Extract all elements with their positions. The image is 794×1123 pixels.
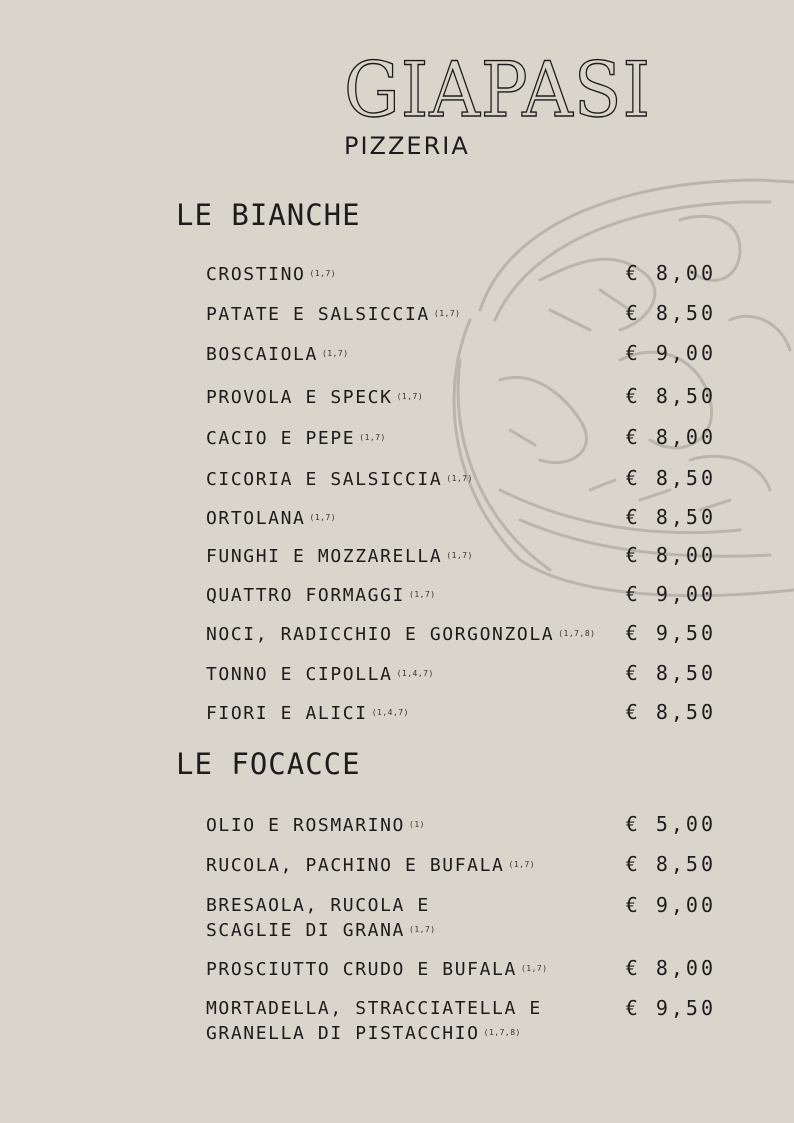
item-name	[206, 853, 616, 878]
allergen-codes: (1,7,8)	[558, 629, 596, 638]
item-name	[206, 894, 616, 943]
item-name-text: BOSCAIOLA	[206, 344, 318, 365]
item-price: € 8,50	[625, 700, 716, 724]
item-name	[206, 583, 616, 608]
item-name	[206, 544, 616, 569]
menu-item	[206, 544, 716, 569]
menu-item	[206, 997, 716, 1046]
item-name-text: SCAGLIE DI GRANA	[206, 920, 405, 941]
item-name-line	[206, 506, 616, 531]
item-name-text: MORTADELLA, STRACCIATELLA E	[206, 998, 542, 1019]
item-name	[206, 506, 616, 531]
allergen-codes: (1,4,7)	[396, 669, 434, 678]
item-price: € 9,00	[625, 893, 716, 917]
item-price: € 8,00	[625, 425, 716, 449]
allergen-codes: (1)	[409, 820, 425, 829]
brand-subtitle: PIZZERIA	[344, 132, 470, 160]
allergen-codes: (1,7)	[520, 964, 548, 973]
menu-item	[206, 622, 716, 647]
item-price: € 9,00	[625, 341, 716, 365]
allergen-codes: (1,7)	[409, 925, 436, 934]
item-name-text: CICORIA E SALSICCIA	[206, 469, 443, 490]
item-name-text: FUNGHI E MOZZARELLA	[206, 546, 443, 567]
item-name-line	[206, 342, 616, 367]
item-name-text: PROSCIUTTO CRUDO E BUFALA	[206, 959, 517, 980]
item-price: € 8,50	[625, 466, 716, 490]
item-name-text: FIORI E ALICI	[206, 703, 368, 724]
item-name-line	[206, 426, 616, 451]
item-name	[206, 342, 616, 367]
menu-item	[206, 262, 716, 287]
item-name-line	[206, 918, 616, 943]
menu-item	[206, 467, 716, 492]
menu-item	[206, 813, 716, 838]
allergen-codes: (1,7)	[309, 513, 337, 522]
menu-item	[206, 302, 716, 327]
item-name	[206, 385, 616, 410]
item-name	[206, 813, 616, 838]
allergen-codes: (1,7)	[359, 433, 386, 442]
allergen-codes: (1,7,8)	[483, 1028, 521, 1037]
item-name	[206, 467, 616, 492]
item-name-text: PROVOLA E SPECK	[206, 387, 393, 408]
item-name-text: PATATE E SALSICCIA	[206, 304, 430, 325]
menu-item	[206, 385, 716, 410]
item-name-line	[206, 813, 616, 838]
item-name	[206, 997, 616, 1046]
item-name-line	[206, 997, 616, 1021]
menu-item	[206, 701, 716, 726]
allergen-codes: (1,7)	[446, 474, 473, 483]
allergen-codes: (1,7)	[321, 349, 349, 358]
item-price: € 9,50	[625, 621, 716, 645]
item-price: € 8,50	[625, 661, 716, 685]
item-name	[206, 262, 616, 287]
item-name-line	[206, 853, 616, 878]
brand-name: GIAPASI	[344, 45, 652, 134]
brand	[344, 45, 678, 160]
item-name-text: CACIO E PEPE	[206, 428, 356, 449]
item-name-line	[206, 701, 616, 726]
allergen-codes: (1,7)	[433, 309, 461, 318]
item-name	[206, 302, 616, 327]
item-name-text: TONNO E CIPOLLA	[206, 664, 393, 685]
item-name	[206, 662, 616, 687]
item-name	[206, 426, 616, 451]
allergen-codes: (1,7)	[446, 551, 473, 560]
item-name-text: RUCOLA, PACHINO E BUFALA	[206, 855, 505, 876]
item-name-text: OLIO E ROSMARINO	[206, 815, 405, 836]
item-name-text: BRESAOLA, RUCOLA E	[206, 895, 430, 916]
allergen-codes: (1,4,7)	[371, 708, 409, 717]
item-name-text: CROSTINO	[206, 264, 306, 285]
item-name-line	[206, 1021, 616, 1046]
item-price: € 8,50	[625, 852, 716, 876]
item-price: € 8,00	[625, 261, 716, 285]
item-price: € 8,50	[625, 301, 716, 325]
item-name-text: QUATTRO FORMAGGI	[206, 585, 405, 606]
menu-item	[206, 342, 716, 367]
item-name-text: NOCI, RADICCHIO E GORGONZOLA	[206, 624, 555, 645]
section-title: LE BIANCHE	[176, 198, 361, 232]
item-name-line	[206, 583, 616, 608]
item-name-text: ORTOLANA	[206, 508, 306, 529]
item-name	[206, 957, 616, 982]
pizza-illustration	[440, 160, 794, 600]
menu-item	[206, 583, 716, 608]
item-name-text: GRANELLA DI PISTACCHIO	[206, 1023, 480, 1044]
item-price: € 8,50	[625, 384, 716, 408]
item-price: € 8,00	[625, 543, 716, 567]
item-name-line	[206, 544, 616, 569]
item-price: € 9,50	[625, 996, 716, 1020]
item-name	[206, 622, 616, 647]
allergen-codes: (1,7)	[508, 860, 536, 869]
item-price: € 8,50	[625, 505, 716, 529]
item-name	[206, 701, 616, 726]
allergen-codes: (1,7)	[309, 269, 337, 278]
item-name-line	[206, 622, 616, 647]
menu-item	[206, 894, 716, 943]
item-name-line	[206, 467, 616, 492]
item-price: € 5,00	[625, 812, 716, 836]
menu-item	[206, 506, 716, 531]
item-name-line	[206, 894, 616, 918]
section-title: LE FOCACCE	[176, 747, 361, 781]
menu-item	[206, 662, 716, 687]
item-name-line	[206, 662, 616, 687]
item-name-line	[206, 957, 616, 982]
item-name-line	[206, 302, 616, 327]
allergen-codes: (1,7)	[396, 392, 424, 401]
item-price: € 8,00	[625, 956, 716, 980]
menu-item	[206, 957, 716, 982]
item-name-line	[206, 262, 616, 287]
menu-item	[206, 426, 716, 451]
item-price: € 9,00	[625, 582, 716, 606]
allergen-codes: (1,7)	[409, 590, 436, 599]
menu-item	[206, 853, 716, 878]
item-name-line	[206, 385, 616, 410]
